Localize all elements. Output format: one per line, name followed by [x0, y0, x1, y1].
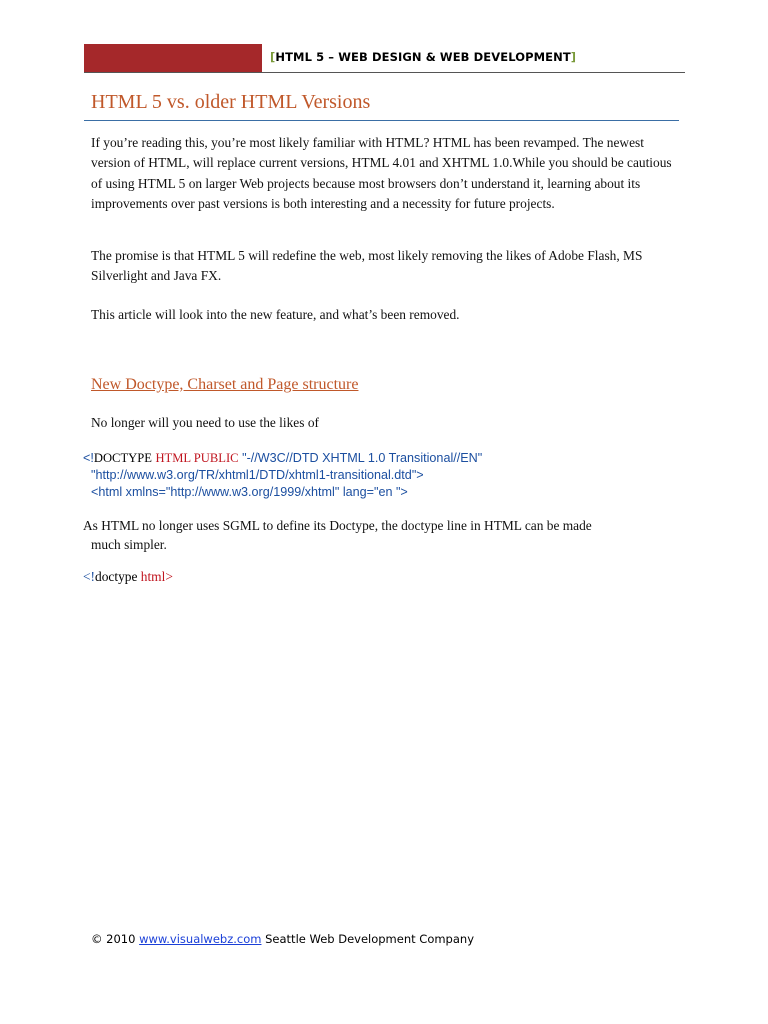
- header-bracket-close: ]: [570, 50, 577, 64]
- code-line-3: <html xmlns="http://www.w3.org/1999/xhtml" lang="en ">: [91, 485, 408, 499]
- sgml-paragraph-line-1: As HTML no longer uses SGML to define its Doctype, the doctype line in HTML can be made: [83, 518, 592, 533]
- page-footer: [91, 932, 474, 946]
- page-title: HTML 5 vs. older HTML Versions: [91, 91, 371, 113]
- section-heading: New Doctype, Charset and Page structure: [91, 376, 359, 393]
- running-header: [270, 50, 576, 64]
- footer-company: Seattle Web Development Company: [265, 932, 475, 946]
- sgml-paragraph: [83, 516, 678, 554]
- doctype-intro-paragraph: No longer will you need to use the likes of: [91, 415, 319, 430]
- header-title: HTML 5 – WEB DESIGN & WEB DEVELOPMENT: [275, 50, 571, 64]
- article-scope-paragraph: This article will look into the new feature, and what’s been removed.: [91, 307, 460, 322]
- footer-website-link[interactable]: www.visualwebz.com: [139, 932, 262, 946]
- header-divider: [84, 72, 685, 73]
- sgml-paragraph-line-2: much simpler.: [91, 537, 167, 552]
- new-doctype-code: <!doctype html>: [83, 569, 173, 584]
- intro-paragraph: If you’re reading this, you’re most likely familiar with HTML? HTML has been revamped. The newest version of HTML, will replace current versions, HTML 4.01 and XHTML 1.0.While you should be cautious of using HTML 5 on larger Web projects because most browsers don’t understand it, learning about its improvements over past versions is both interesting and a necessity for future projects.: [91, 135, 672, 212]
- footer-copyright: © 2010: [91, 932, 136, 946]
- old-doctype-code-block: [83, 450, 482, 501]
- code-line-2: "http://www.w3.org/TR/xhtml1/DTD/xhtml1-transitional.dtd">: [91, 468, 424, 482]
- promise-paragraph: The promise is that HTML 5 will redefine the web, most likely removing the likes of Adobe Flash, MS Silverlight and Java FX.: [91, 248, 643, 284]
- code-line-1: <!DOCTYPE HTML PUBLIC "-//W3C//DTD XHTML 1.0 Transitional//EN": [83, 451, 483, 465]
- title-divider: [84, 120, 679, 121]
- header-color-bar: [84, 44, 262, 73]
- header-bracket-open: [: [270, 50, 276, 64]
